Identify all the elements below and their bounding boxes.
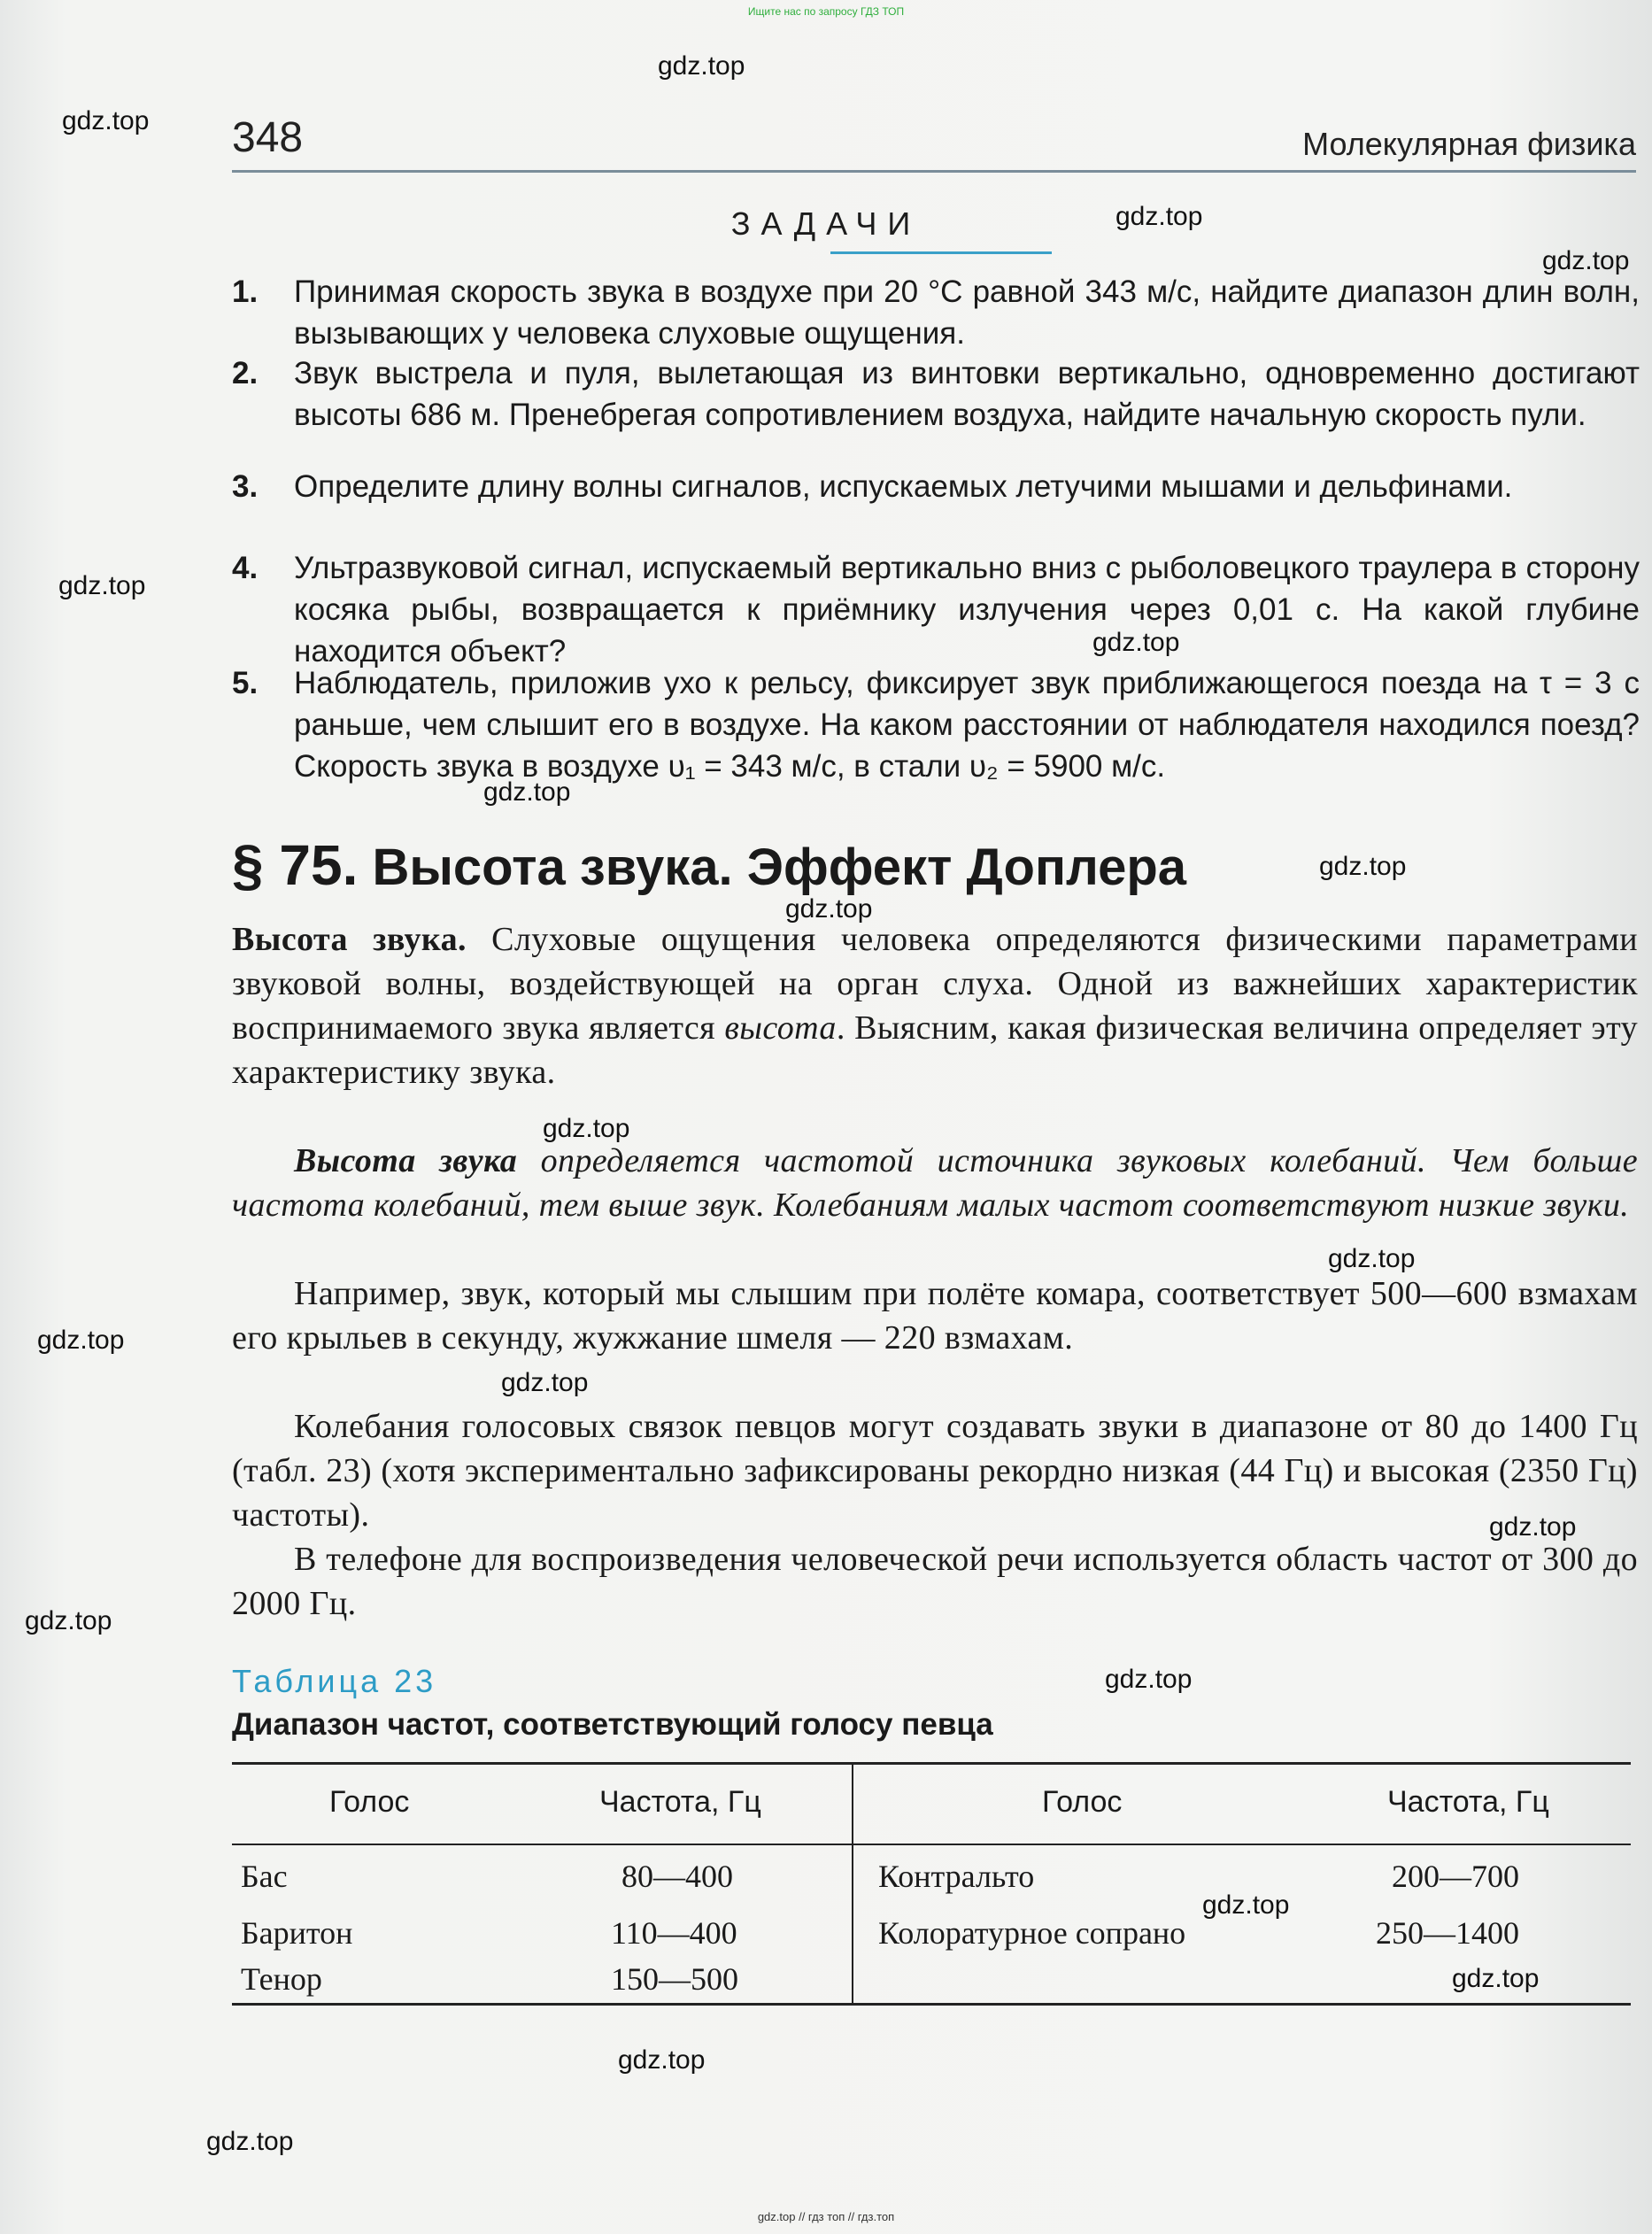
task-text: Наблюдатель, приложив ухо к рельсу, фиксирует звук приближающегося поезда на τ = 3 с раньше, чем слышит его в воздухе. На каком расстоянии от наблюдателя находился поезд? Скорость звука в воздухе υ₁ = 343 м/с, в стали υ₂ = 5900 м/с. [294, 666, 1640, 784]
table-header-rule [232, 1844, 1631, 1845]
paragraph: В телефоне для воспроизведения человеческой речи используется область частот от 300 до 2000 Гц. [232, 1541, 1638, 1622]
watermark: gdz.top [1092, 628, 1180, 657]
task-number: 2. [232, 356, 259, 390]
watermark: gdz.top [58, 571, 146, 600]
watermark: gdz.top [1489, 1512, 1577, 1542]
watermark: gdz.top [62, 106, 150, 135]
task-number: 5. [232, 666, 259, 700]
task-item [232, 547, 1640, 672]
table-cell: 250—1400 [1376, 1915, 1519, 1951]
section-title: Высота звука. Эффект Доплера [372, 839, 1187, 896]
watermark: gdz.top [1202, 1890, 1290, 1920]
table-cell: Бас [241, 1859, 288, 1894]
task-text: Принимая скорость звука в воздухе при 20 °С равной 343 м/с, найдите диапазон длин волн, вызывающих у человека слуховые ощущения. [294, 274, 1640, 351]
watermark: gdz.top [785, 894, 873, 924]
tasks-title-underline [830, 251, 1052, 254]
table-column-divider [852, 1762, 853, 2006]
paragraph-text: Слуховые ощущения человека определяются физическими параметрами звуковой волны, воздействующей на орган слуха. Одной из важнейших характеристик воспринимаемого звука является [232, 921, 1638, 1047]
task-number: 4. [232, 551, 259, 585]
task-text: Ультразвуковой сигнал, испускаемый вертикально вниз с рыболовецкого траулера в сторону косяка рыбы, возвращается к приёмнику излучения через 0,01 с. На какой глубине находится объект? [294, 551, 1640, 669]
task-item [232, 466, 1640, 507]
table-cell: Контральто [878, 1859, 1035, 1894]
table-cell: Тенор [241, 1961, 322, 1997]
table-label: Таблица 23 [232, 1663, 437, 1699]
watermark: gdz.top [37, 1326, 125, 1355]
task-item [232, 662, 1640, 787]
task-text: Звук выстрела и пуля, вылетающая из винтовки вертикально, одновременно достигают высоты 686 м. Пренебрегая сопротивлением воздуха, найдите начальную скорость пули. [294, 356, 1640, 432]
watermark: gdz.top [483, 777, 571, 807]
paragraph: Колебания голосовых связок певцов могут создавать звуки в диапазоне от 80 до 1400 Гц (табл. 23) (хотя экспериментально зафиксированы рекордно низкая (44 Гц) и высокая (2350 Гц) частоты). [232, 1408, 1638, 1534]
table-cell: 110—400 [611, 1915, 737, 1951]
table-header-cell: Частота, Гц [1387, 1785, 1549, 1819]
paragraph [232, 917, 1638, 1094]
tasks-title: ЗАДАЧИ [730, 205, 922, 242]
task-number: 1. [232, 274, 259, 309]
table-cell: 150—500 [611, 1961, 738, 1997]
paragraph-lead: Высота звука. [232, 921, 467, 958]
task-item [232, 352, 1640, 436]
table-bottom-rule [232, 2003, 1631, 2006]
table-cell: Баритон [241, 1915, 353, 1951]
section-number: § 75. [232, 833, 359, 897]
watermark: gdz.top [543, 1114, 630, 1143]
paragraph: Например, звук, который мы слышим при полёте комара, соответствует 500—600 взмахам его крыльев в секунду, жужжание шмеля — 220 взмахам. [232, 1275, 1638, 1357]
task-text: Определите длину волны сигналов, испускаемых летучими мышами и дельфинами. [294, 469, 1513, 504]
watermark: gdz.top [1115, 202, 1203, 231]
watermark: gdz.top [206, 2127, 294, 2156]
table-cell: Колоратурное сопрано [878, 1915, 1186, 1951]
watermark: gdz.top [1105, 1665, 1193, 1694]
task-item [232, 271, 1640, 354]
header-rule [232, 170, 1636, 173]
table-header-cell: Частота, Гц [599, 1785, 761, 1819]
table-cell: 80—400 [621, 1859, 733, 1894]
term: высота [724, 1009, 837, 1047]
task-number: 3. [232, 469, 259, 504]
paragraph-lead: Высота звука [294, 1142, 518, 1179]
watermark: gdz.top [25, 1606, 112, 1635]
watermark: gdz.top [1542, 246, 1630, 275]
table-header-cell: Голос [329, 1785, 410, 1819]
page-number: 348 [232, 114, 304, 161]
paragraph-text: определяется частотой источника звуковых колебаний. Чем больше частота колебаний, тем выше звук. Колебаниям малых частот соответствуют низкие звуки. [232, 1142, 1638, 1224]
paragraph-text: . Выясним, какая физическая величина определяет эту характеристику звука. [232, 1009, 1638, 1091]
table-cell: 200—700 [1392, 1859, 1519, 1894]
watermark: gdz.top [1328, 1244, 1416, 1273]
table-top-rule [232, 1762, 1631, 1765]
running-head: Молекулярная физика [1302, 126, 1636, 162]
watermark: gdz.top [1452, 1964, 1540, 1993]
table-caption: Диапазон частот, соответствующий голосу певца [232, 1707, 993, 1742]
section-heading [232, 832, 1186, 898]
definition-paragraph [232, 1139, 1638, 1227]
watermark: gdz.top [658, 51, 745, 81]
table-header-cell: Голос [1042, 1785, 1123, 1819]
watermark: gdz.top [618, 2045, 706, 2075]
watermark: gdz.top [1319, 852, 1407, 881]
watermark: gdz.top [501, 1368, 589, 1397]
top-banner: Ищите нас по запросу ГДЗ ТОП [747, 5, 905, 18]
bottom-banner: gdz.top // гдз топ // гдз.топ [757, 2210, 895, 2223]
